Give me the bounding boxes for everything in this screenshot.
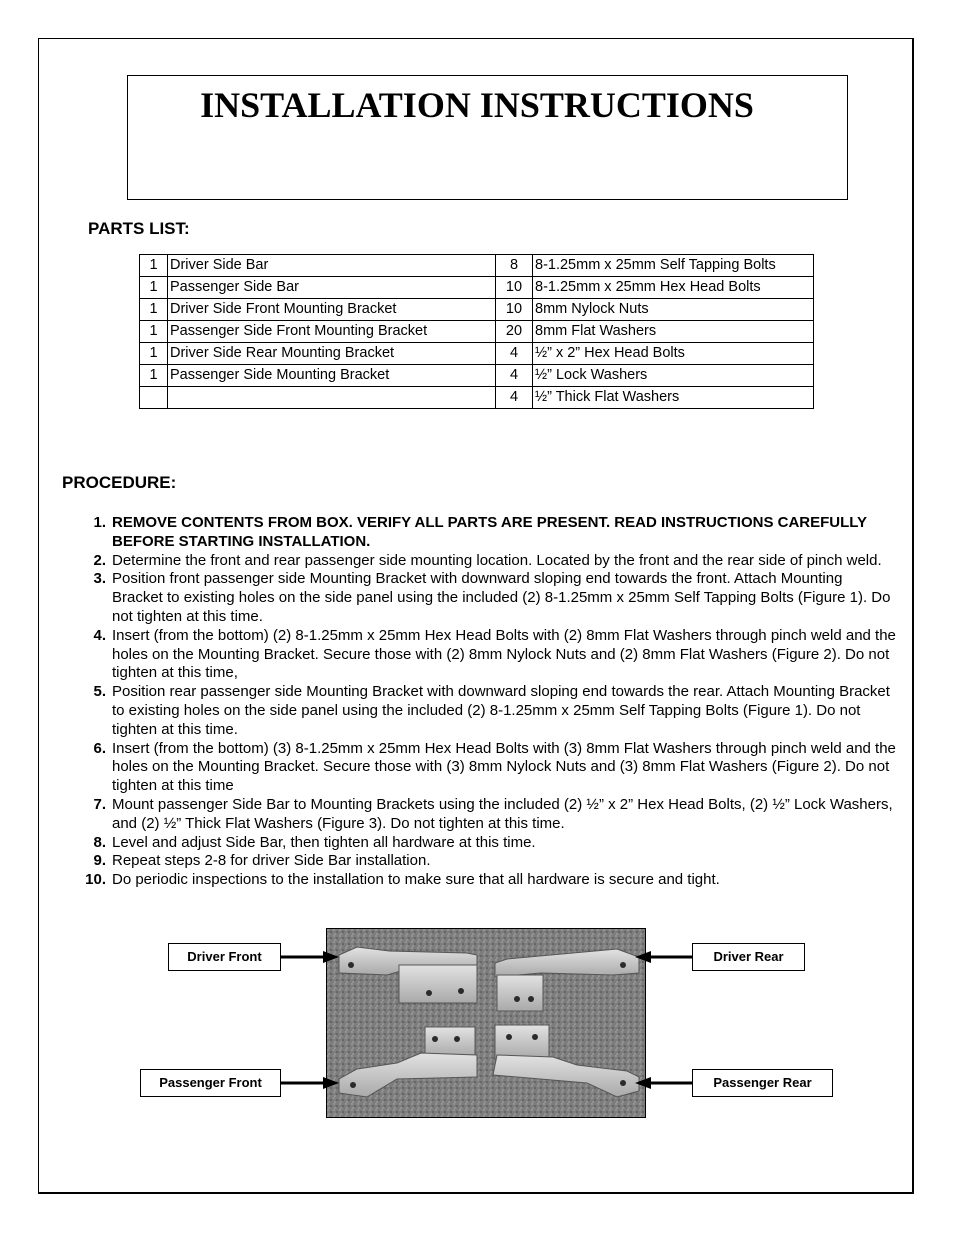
label-passenger-front: Passenger Front (140, 1069, 281, 1097)
page-title: INSTALLATION INSTRUCTIONS (200, 85, 754, 125)
part-name: Driver Side Bar (168, 255, 496, 277)
table-row (140, 277, 814, 299)
step-text: Determine the front and rear passenger side mounting location. Located by the front and the rear side of pinch weld. (112, 551, 882, 569)
arrow-left-icon (633, 1075, 693, 1091)
procedure-step (62, 740, 896, 796)
hardware-qty: 10 (496, 299, 533, 321)
procedure-step (62, 796, 896, 834)
part-name: Passenger Side Front Mounting Bracket (168, 321, 496, 343)
procedure-step (62, 834, 896, 853)
part-qty: 1 (140, 365, 168, 387)
hardware-name: 8mm Nylock Nuts (533, 299, 814, 321)
part-name (168, 387, 496, 409)
procedure-step (62, 552, 896, 571)
step-number: 10. (85, 871, 106, 889)
procedure-step (62, 514, 896, 552)
step-text: REMOVE CONTENTS FROM BOX. VERIFY ALL PARTS ARE PRESENT. READ INSTRUCTIONS CAREFULLY BEFORE STARTING INSTALLATION. (112, 514, 867, 550)
step-number: 4. (93, 626, 106, 644)
procedure-step (62, 627, 896, 683)
step-text: Do periodic inspections to the installation to make sure that all hardware is secure and tight. (112, 871, 720, 889)
step-number: 6. (93, 739, 106, 757)
step-number: 9. (93, 852, 106, 870)
table-row (140, 255, 814, 277)
brackets-photo (326, 928, 646, 1118)
arrow-right-icon (281, 1075, 341, 1091)
step-text: Position rear passenger side Mounting Bracket with downward sloping end towards the rear. Attach Mounting Bracket to existing holes on the side panel using the included (2) 8-1.25mm x 25mm Self Tapping Bolts (Figure 1). Do not tighten at this time. (112, 683, 890, 738)
hardware-name: 8mm Flat Washers (533, 321, 814, 343)
hardware-name: ½” Lock Washers (533, 365, 814, 387)
procedure-step (62, 683, 896, 739)
procedure-heading: PROCEDURE: (62, 473, 177, 492)
step-number: 8. (93, 833, 106, 851)
part-qty: 1 (140, 321, 168, 343)
label-driver-rear: Driver Rear (692, 943, 805, 971)
step-number: 3. (93, 570, 106, 588)
table-row (140, 321, 814, 343)
hardware-qty: 4 (496, 365, 533, 387)
step-text: Repeat steps 2-8 for driver Side Bar installation. (112, 852, 431, 870)
procedure-step (62, 570, 896, 626)
parts-table (139, 254, 814, 409)
hardware-name: 8-1.25mm x 25mm Self Tapping Bolts (533, 255, 814, 277)
hardware-name: 8-1.25mm x 25mm Hex Head Bolts (533, 277, 814, 299)
step-text: Level and adjust Side Bar, then tighten all hardware at this time. (112, 833, 536, 851)
procedure-steps (62, 514, 896, 890)
part-qty: 1 (140, 343, 168, 365)
arrow-right-icon (281, 949, 341, 965)
step-text: Position front passenger side Mounting Bracket with downward sloping end towards the front. Attach Mounting Bracket to existing holes on the side panel using the included (2) 8-1.25mm x 25mm Self Tapping Bolts (Figure 1). Do not tighten at this time. (112, 570, 891, 625)
hardware-qty: 8 (496, 255, 533, 277)
table-row (140, 387, 814, 409)
procedure-step (62, 852, 896, 871)
table-row (140, 365, 814, 387)
step-number: 7. (93, 795, 106, 813)
table-row (140, 343, 814, 365)
part-qty: 1 (140, 299, 168, 321)
part-name: Passenger Side Bar (168, 277, 496, 299)
part-name: Passenger Side Mounting Bracket (168, 365, 496, 387)
label-driver-front: Driver Front (168, 943, 281, 971)
hardware-name: ½” Thick Flat Washers (533, 387, 814, 409)
step-number: 1. (93, 514, 106, 531)
table-row (140, 299, 814, 321)
step-text: Insert (from the bottom) (2) 8-1.25mm x 25mm Hex Head Bolts with (2) 8mm Flat Washers through pinch weld and the holes on the Mounting Bracket. Secure those with (2) 8mm Nylock Nuts and (2) 8mm Flat Washers (Figure 2). Do not tighten at this time, (112, 626, 896, 682)
hardware-qty: 4 (496, 343, 533, 365)
label-passenger-rear: Passenger Rear (692, 1069, 833, 1097)
part-qty: 1 (140, 277, 168, 299)
arrow-left-icon (633, 949, 693, 965)
hardware-qty: 4 (496, 387, 533, 409)
hardware-qty: 10 (496, 277, 533, 299)
part-name: Driver Side Front Mounting Bracket (168, 299, 496, 321)
step-text: Mount passenger Side Bar to Mounting Brackets using the included (2) ½” x 2” Hex Head Bolts, (2) ½” Lock Washers, and (2) ½” Thick Flat Washers (Figure 3). Do not tighten at this time. (112, 795, 893, 832)
step-number: 5. (93, 683, 106, 701)
part-qty (140, 387, 168, 409)
part-name: Driver Side Rear Mounting Bracket (168, 343, 496, 365)
parts-list-heading: PARTS LIST: (88, 219, 190, 238)
procedure-step (62, 871, 896, 890)
part-qty: 1 (140, 255, 168, 277)
hardware-name: ½” x 2” Hex Head Bolts (533, 343, 814, 365)
hardware-qty: 20 (496, 321, 533, 343)
step-number: 2. (93, 551, 106, 569)
step-text: Insert (from the bottom) (3) 8-1.25mm x 25mm Hex Head Bolts with (3) 8mm Flat Washers through pinch weld and the holes on the Mounting Bracket. Secure those with (3) 8mm Nylock Nuts and (3) 8mm Flat Washers (Figure 2). Do not tighten at this time (112, 739, 896, 795)
